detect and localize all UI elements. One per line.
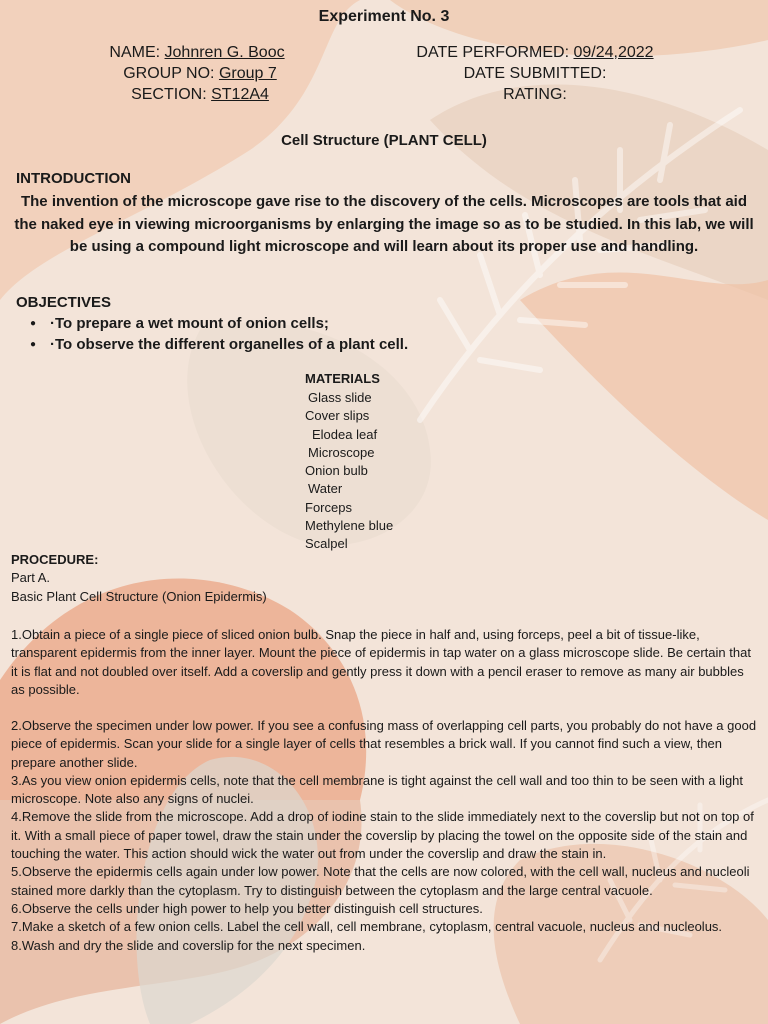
procedure-step: 3.As you view onion epidermis cells, note that the cell membrane is tight against the cell wall and too thin to be seen with a light microscope. Note also any signs of nuclei. xyxy=(11,772,744,807)
list-item: Onion bulb xyxy=(305,463,368,479)
procedure-part-title: Basic Plant Cell Structure (Onion Epidermis) xyxy=(11,589,267,604)
procedure-part: Part A. xyxy=(11,570,51,585)
date-performed-value: 09/24,2022 xyxy=(573,44,654,61)
date-performed-line xyxy=(370,43,700,63)
procedure-steps xyxy=(11,717,757,955)
list-item: Water xyxy=(308,481,343,497)
procedure-step: 2.Observe the specimen under low power. If you see a confusing mass of overlapping cell parts, you probably do not have a good piece of epidermis. Scan your slide for a single layer of cells that resembles a brick wall. If you cannot find such a view, then prepare another slide. xyxy=(11,718,757,770)
date-submitted-label: DATE SUBMITTED: xyxy=(463,65,607,82)
group-label: GROUP NO: xyxy=(123,65,215,82)
document-subtitle: Cell Structure (PLANT CELL) xyxy=(281,132,487,149)
objectives-list xyxy=(30,313,408,355)
list-item: ● ·To prepare a wet mount of onion cells; xyxy=(30,313,408,334)
materials-list xyxy=(305,389,393,554)
name-label: NAME: xyxy=(109,44,161,61)
procedure-step: 4.Remove the slide from the microscope. Add a drop of iodine stain to the slide immediately next to the coverslip but not on top of it. With a small piece of paper towel, draw the stain under the coverslip by placing the towel on the opposite side of the stain and touching the water. This action should wick the water out from under the coverslip and draw the stain in. xyxy=(11,809,754,862)
section-line xyxy=(0,85,400,105)
list-item: Methylene blue xyxy=(305,518,394,534)
rating-line xyxy=(370,85,700,105)
list-item: Scalpel xyxy=(305,536,348,552)
date-submitted-line xyxy=(370,64,700,84)
name-line xyxy=(0,43,400,63)
list-item: ● ·To observe the different organelles of a plant cell. xyxy=(30,334,408,355)
name-value: Johnren G. Booc xyxy=(164,44,285,61)
group-line xyxy=(0,64,400,84)
procedure-heading: PROCEDURE: xyxy=(11,552,99,567)
experiment-title: Experiment No. 3 xyxy=(318,8,450,25)
materials-heading: MATERIALS xyxy=(305,371,380,386)
introduction-heading: INTRODUCTION xyxy=(16,170,131,187)
objectives-heading: OBJECTIVES xyxy=(16,294,112,311)
procedure-step: 7.Make a sketch of a few onion cells. Label the cell wall, cell membrane, cytoplasm, central vacuole, nucleus and nucleolus. xyxy=(11,919,723,935)
procedure-step: 5.Observe the epidermis cells again under low power. Note that the cells are now colored, with the cell wall, nucleus and nucleoli stained more darkly than the cytoplasm. Try to distinguish between the cytoplasm and the large central vacuole. xyxy=(11,864,750,898)
procedure-step: 6.Observe the cells under high power to help you better distinguish cell structures. xyxy=(11,900,483,916)
rating-label: RATING: xyxy=(503,86,567,103)
introduction-text: The invention of the microscope gave rise to the discovery of the cells. Microscopes are tools that aid the naked eye in viewing microorganisms by enlarging the image so as to be studied. In this lab, we will be using a compound light microscope and will learn about its proper use and handling. xyxy=(14,193,754,255)
group-value: Group 7 xyxy=(218,65,277,82)
section-value: ST12A4 xyxy=(211,86,269,103)
list-item: Forceps xyxy=(305,499,352,515)
list-item: Cover slips xyxy=(305,408,370,424)
list-item: Elodea leaf xyxy=(312,426,378,442)
procedure-step: 8.Wash and dry the slide and coverslip for the next specimen. xyxy=(11,937,366,953)
procedure-step: 1.Obtain a piece of a single piece of sliced onion bulb. Snap the piece in half and, using forceps, peel a bit of tissue-like, transparent epidermis from the inner layer. Mount the piece of epidermis in tap water on a glass microscope slide. Be certain that it is flat and not doubled over itself. Add a coverslip and gently press it down with a pencil eraser to remove as many air bubbles as possible. xyxy=(11,627,751,697)
section-label: SECTION: xyxy=(131,86,207,103)
list-item: Microscope xyxy=(308,444,375,460)
list-item: Glass slide xyxy=(308,390,372,405)
date-performed-label: DATE PERFORMED: xyxy=(416,44,570,61)
